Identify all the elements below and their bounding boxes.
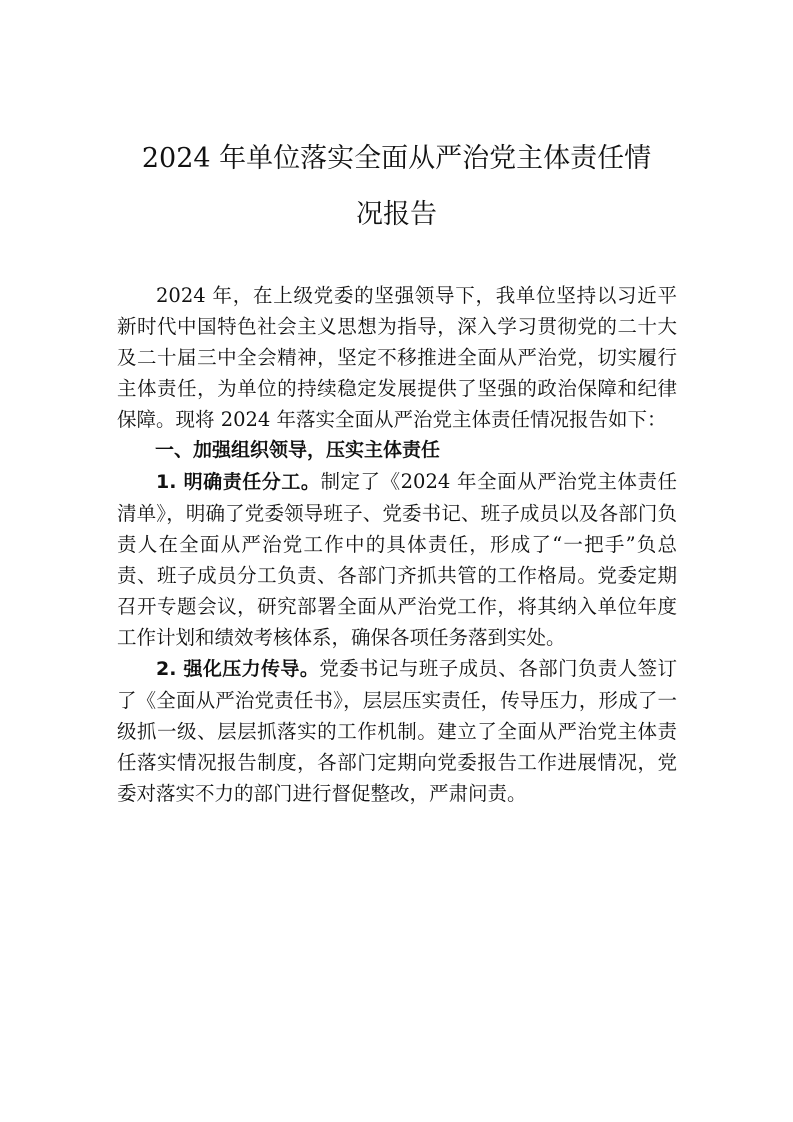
item-2-body: 党委书记与班子成员、各部门负责人签订了《全面从严治党责任书》，层层压实责任，传导压力，形成了一级抓一级、层层抓落实的工作机制。建立了全面从严治党主体责任落实情况报告制度，各部门定期向党委报告工作进展情况，党委对落实不力的部门进行督促整改，严肃问责。 <box>117 657 677 805</box>
item-1-lead: 1. 明确责任分工。 <box>156 471 321 493</box>
section-heading-1: 一、加强组织领导，压实主体责任 <box>155 439 441 461</box>
item-2-paragraph <box>117 653 677 809</box>
intro-paragraph: 2024 年，在上级党委的坚强领导下，我单位坚持以习近平新时代中国特色社会主义思想为指导，深入学习贯彻党的二十大及二十届三中全会精神，坚定不移推进全面从严治党，切实履行主体责任，为单位的持续稳定发展提供了坚强的政治保障和纪律保障。现将 2024 年落实全面从严治党主体责任情况报告如下： <box>117 284 677 431</box>
item-1-paragraph <box>117 466 677 653</box>
item-2-lead: 2. 强化压力传导。 <box>156 658 320 680</box>
document-title-line-1: 2024 年单位落实全面从严治党主体责任情 <box>141 143 652 174</box>
item-1-body: 制定了《2024 年全面从严治党主体责任清单》，明确了党委领导班子、党委书记、班子成员以及各部门负责人在全面从严治党工作中的具体责任，形成了“一把手”负总责、班子成员分工负责、各部门齐抓共管的工作格局。党委定期召开专题会议，研究部署全面从严治党工作，将其纳入单位年度工作计划和绩效考核体系，确保各项任务落到实处。 <box>117 470 678 649</box>
document-title-line-2: 况报告 <box>356 199 437 230</box>
document-body <box>117 280 677 809</box>
